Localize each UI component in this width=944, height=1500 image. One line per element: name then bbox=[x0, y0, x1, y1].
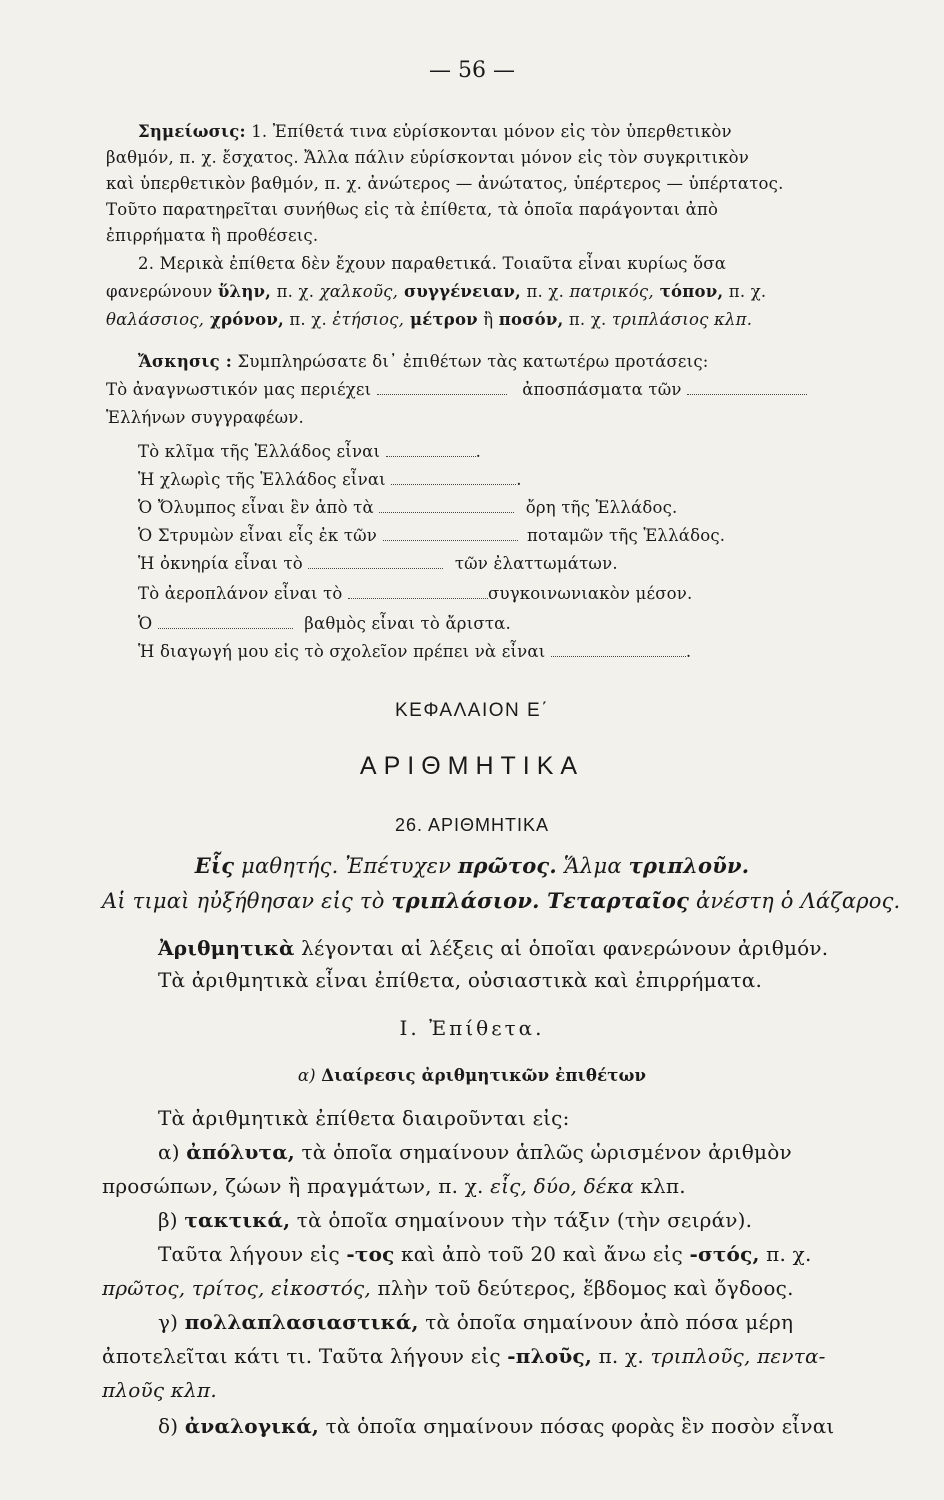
exercise-label: Ἄσκησις : bbox=[138, 352, 233, 371]
exercise-sentence-6: Ἡ ὀκνηρία εἶναι τὸ τῶν ἐλαττωμάτων. bbox=[138, 554, 618, 573]
blank bbox=[348, 597, 488, 599]
blank bbox=[158, 627, 293, 629]
blank bbox=[551, 655, 686, 657]
note-line-1: Σημείωσις: 1. Ἐπίθετά τινα εὑρίσκονται μόνον εἰς τὸν ὑπερθετικὸν bbox=[138, 122, 732, 141]
exercise-sentence-1: Τὸ ἀναγνωστικόν μας περιέχει ἀποσπάσματα τῶν bbox=[106, 380, 807, 399]
item-c-line-3: πλοῦς κλπ. bbox=[102, 1378, 217, 1402]
exercise-sentence-1-cont: Ἑλλήνων συγγραφέων. bbox=[106, 408, 304, 427]
note-line-4: Τοῦτο παρατηρεῖται συνήθως εἰς τὰ ἐπίθετα, τὰ ὁποῖα παράγονται ἀπὸ bbox=[106, 200, 719, 219]
exercise-sentence-9: Ἡ διαγωγή μου εἰς τὸ σχολεῖον πρέπει νὰ εἶναι . bbox=[138, 642, 692, 661]
note-line-5: ἐπιρρήματα ἢ προθέσεις. bbox=[106, 226, 319, 245]
note-label: Σημείωσις: bbox=[138, 122, 246, 141]
chapter-title: ΑΡΙΘΜΗΤΙΚΑ bbox=[359, 752, 585, 780]
chapter-label: ΚΕΦΑΛΑΙΟΝ Ε΄ bbox=[394, 700, 550, 721]
example-line-1: Εἷς μαθητής. Ἐπέτυχεν πρῶτος. Ἅλμα τριπλοῦν. bbox=[194, 853, 750, 878]
subheading-adjectives: Ι. Ἐπίθετα. bbox=[399, 1016, 545, 1040]
item-b-line-3: πρῶτος, τρίτος, εἰκοστός, πλὴν τοῦ δεύτερος, ἕβδομος καὶ ὄγδοος. bbox=[102, 1276, 794, 1300]
paragraph-division: Τὰ ἀριθμητικὰ ἐπίθετα διαιροῦνται εἰς: bbox=[158, 1106, 570, 1130]
blank bbox=[308, 567, 443, 569]
note-line-6: 2. Μερικὰ ἐπίθετα δὲν ἔχουν παραθετικά. Τοιαῦτα εἶναι κυρίως ὅσα bbox=[138, 254, 727, 273]
exercise-sentence-5: Ὁ Στρυμὼν εἶναι εἷς ἐκ τῶν ποταμῶν τῆς Ἑλλάδος. bbox=[138, 526, 726, 545]
blank bbox=[391, 483, 516, 485]
blank bbox=[379, 511, 514, 513]
paragraph-definition: Ἀριθμητικὰ λέγονται αἱ λέξεις αἱ ὁποῖαι φανερώνουν ἀριθμόν. bbox=[158, 936, 829, 960]
note-line-8: θαλάσσιος, χρόνον, π. χ. ἐτήσιος, μέτρον ἢ ποσόν, π. χ. τριπλάσιος κλπ. bbox=[106, 310, 753, 329]
section-heading: 26. ΑΡΙΘΜΗΤΙΚΑ bbox=[394, 815, 550, 835]
item-b-line-2: Ταῦτα λήγουν εἰς -τος καὶ ἀπὸ τοῦ 20 καὶ ἄνω εἰς -στός, π. χ. bbox=[158, 1242, 812, 1266]
item-c-line-2: ἀποτελεῖται κάτι τι. Ταῦτα λήγουν εἰς -πλοῦς, π. χ. τριπλοῦς, πεντα- bbox=[102, 1344, 826, 1368]
blank bbox=[687, 393, 807, 395]
note-line-7: φανερώνουν ὕλην, π. χ. χαλκοῦς, συγγένειαν, π. χ. πατρικός, τόπον, π. χ. bbox=[106, 282, 767, 301]
exercise-sentence-8: Ὁ βαθμὸς εἶναι τὸ ἄριστα. bbox=[138, 614, 511, 633]
blank bbox=[377, 393, 507, 395]
exercise-sentence-3: Ἡ χλωρὶς τῆς Ἑλλάδος εἶναι . bbox=[138, 470, 522, 489]
subheading-division: α) Διαίρεσις ἀριθμητικῶν ἐπιθέτων bbox=[297, 1066, 647, 1085]
note-line-3: καὶ ὑπερθετικὸν βαθμόν, π. χ. ἀνώτερος — ἀνώτατος, ὑπέρτερος — ὑπέρτατος. bbox=[106, 174, 784, 193]
example-line-2: Αἱ τιμαὶ ηὐξήθησαν εἰς τὸ τριπλάσιον. Τεταρταῖος ἀνέστη ὁ Λάζαρος. bbox=[102, 888, 901, 913]
item-b-line-1: β) τακτικά, τὰ ὁποῖα σημαίνουν τὴν τάξιν (τὴν σειράν). bbox=[158, 1208, 753, 1232]
blank bbox=[383, 539, 518, 541]
paragraph-types: Τὰ ἀριθμητικὰ εἶναι ἐπίθετα, οὐσιαστικὰ καὶ ἐπιρρήματα. bbox=[158, 968, 763, 992]
note-line-2: βαθμόν, π. χ. ἔσχατος. Ἄλλα πάλιν εὑρίσκονται μόνον εἰς τὸν συγκριτικὸν bbox=[106, 148, 749, 167]
exercise-sentence-2: Τὸ κλῖμα τῆς Ἑλλάδος εἶναι . bbox=[138, 442, 482, 461]
page-number: — 56 — bbox=[429, 58, 515, 83]
exercise-sentence-7: Τὸ ἀεροπλάνον εἶναι τὸ συγκοινωνιακὸν μέσον. bbox=[138, 584, 693, 603]
exercise-intro: Ἄσκησις : Συμπληρώσατε δι᾽ ἐπιθέτων τὰς κατωτέρω προτάσεις: bbox=[138, 352, 709, 371]
item-a-line-2: προσώπων, ζώων ἢ πραγμάτων, π. χ. εἷς, δύο, δέκα κλπ. bbox=[102, 1174, 686, 1198]
exercise-sentence-4: Ὁ Ὄλυμπος εἶναι ἓν ἀπὸ τὰ ὄρη τῆς Ἑλλάδος. bbox=[138, 498, 678, 517]
item-c-line-1: γ) πολλαπλασιαστικά, τὰ ὁποῖα σημαίνουν ἀπὸ πόσα μέρη bbox=[158, 1310, 794, 1334]
blank bbox=[386, 455, 476, 457]
item-d-line-1: δ) ἀναλογικά, τὰ ὁποῖα σημαίνουν πόσας φορὰς ἓν ποσὸν εἶναι bbox=[158, 1414, 835, 1438]
item-a-line-1: α) ἀπόλυτα, τὰ ὁποῖα σημαίνουν ἁπλῶς ὡρισμένον ἀριθμὸν bbox=[158, 1140, 792, 1164]
